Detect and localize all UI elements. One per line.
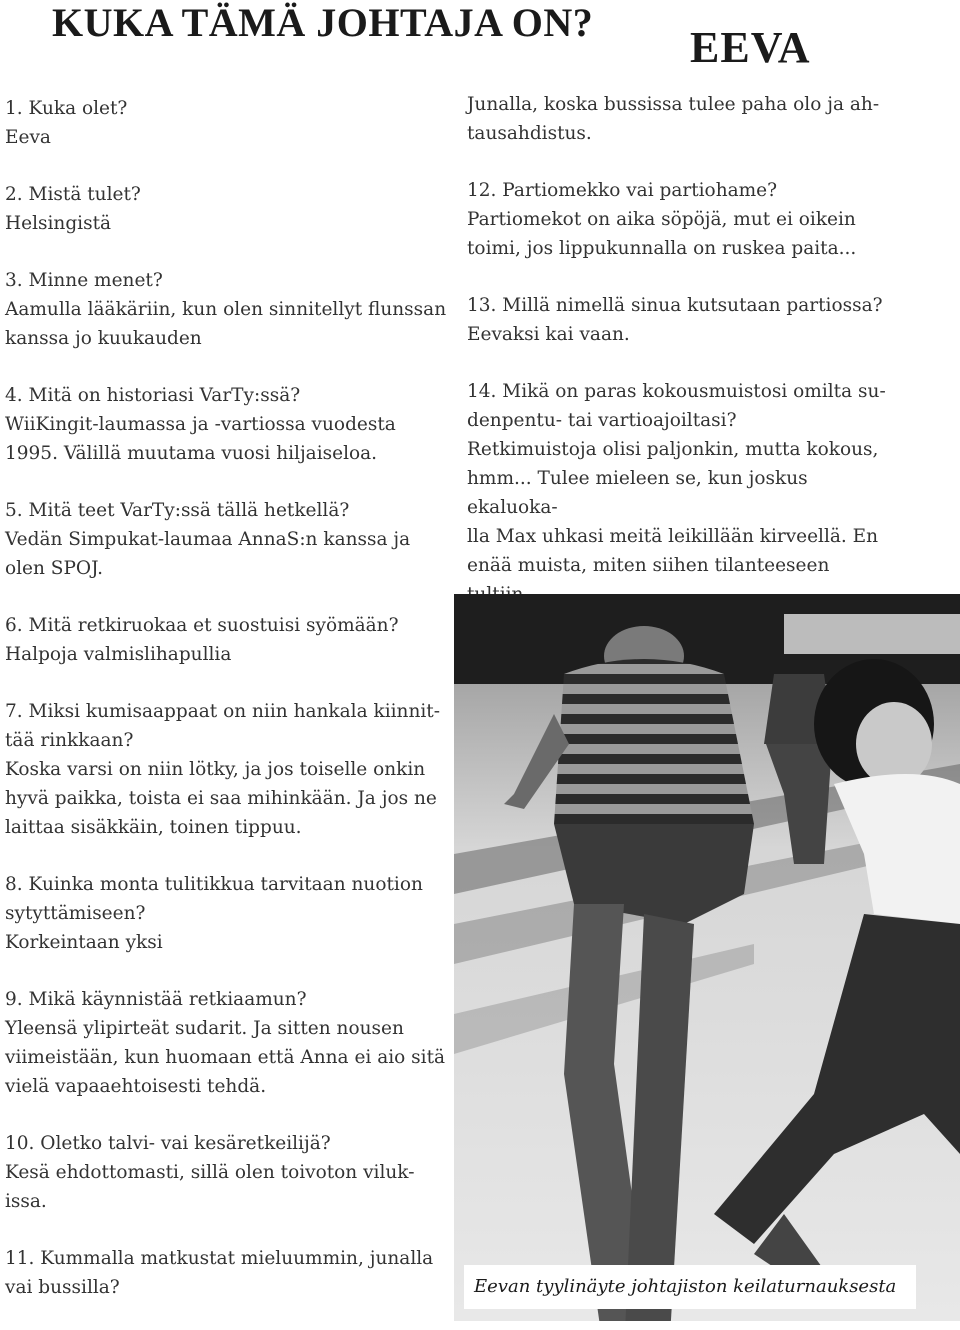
answer-line: tausahdistus. — [467, 123, 592, 144]
bowling-photo — [454, 594, 960, 1321]
photo-caption: Eevan tyylinäyte johtajiston keilaturnauksesta — [464, 1265, 916, 1309]
question: 2. Mistä tulet? — [5, 184, 141, 205]
qa-13 — [467, 291, 897, 349]
answer-line: Yleensä ylipirteät sudarit. Ja sitten nousen — [5, 1018, 404, 1039]
question: 13. Millä nimellä sinua kutsutaan partiossa? — [467, 295, 883, 316]
question: 9. Mikä käynnistää retkiaamun? — [5, 989, 307, 1010]
answer-line: Aamulla lääkäriin, kun olen sinnitellyt flunssan — [5, 299, 447, 320]
answer-line: Helsingistä — [5, 213, 112, 234]
question: 12. Partiomekko vai partiohame? — [467, 180, 778, 201]
qa-4 — [5, 381, 450, 468]
question: 5. Mitä teet VarTy:ssä tällä hetkellä? — [5, 500, 350, 521]
person-name-heading: EEVA — [690, 23, 811, 72]
answer-line: laittaa sisäkkäin, toinen tippuu. — [5, 817, 302, 838]
question: 14. Mikä on paras kokousmuistosi omilta su- — [467, 381, 886, 402]
answer-line: hmm... Tulee mieleen se, kun joskus ekaluoka- — [467, 468, 808, 518]
qa-2 — [5, 180, 450, 238]
question: 8. Kuinka monta tulitikkua tarvitaan nuotion — [5, 874, 423, 895]
question: 11. Kummalla matkustat mieluummin, junalla — [5, 1248, 434, 1269]
answer-line: toimi, jos lippukunnalla on ruskea paita... — [467, 238, 857, 259]
answer-line: lla Max uhkasi meitä leikillään kirveellä. En — [467, 526, 879, 547]
question: 3. Minne menet? — [5, 270, 163, 291]
question: 7. Miksi kumisaappaat on niin hankala kiinnit- — [5, 701, 440, 722]
bowling-photo-illustration — [454, 594, 960, 1321]
answer-line: Halpoja valmislihapullia — [5, 644, 232, 665]
answer-line: Korkeintaan yksi — [5, 932, 163, 953]
question: 10. Oletko talvi- vai kesäretkeilijä? — [5, 1133, 331, 1154]
answer-line: hyvä paikka, toista ei saa mihinkään. Ja jos ne — [5, 788, 437, 809]
qa-7 — [5, 697, 450, 842]
qa-9 — [5, 985, 450, 1101]
answer-line: WiiKingit-laumassa ja -vartiossa vuodesta — [5, 414, 396, 435]
answer-line: Koska varsi on niin lötky, ja jos toiselle onkin — [5, 759, 426, 780]
question: sytyttämiseen? — [5, 903, 146, 924]
answer-line: vielä vapaaehtoisesti tehdä. — [5, 1076, 267, 1097]
answer-line: vai bussilla? — [5, 1277, 120, 1298]
qa-14 — [467, 377, 897, 609]
answer-line: Eevaksi kai vaan. — [467, 324, 630, 345]
answer-line: Eeva — [5, 127, 51, 148]
qa-3 — [5, 266, 450, 353]
answer-line: Partiomekot on aika söpöjä, mut ei oikein — [467, 209, 856, 230]
qa-5 — [5, 496, 450, 583]
answer-line: Junalla, koska bussissa tulee paha olo ja ah- — [467, 94, 880, 115]
qa-8 — [5, 870, 450, 957]
answer-line: olen SPOJ. — [5, 558, 103, 579]
question: 4. Mitä on historiasi VarTy:ssä? — [5, 385, 301, 406]
question: denpentu- tai vartioajoiltasi? — [467, 410, 737, 431]
qa-12 — [467, 176, 897, 263]
answer-line: viimeistään, kun huomaan että Anna ei aio sitä — [5, 1047, 446, 1068]
answer-line: Retkimuistoja olisi paljonkin, mutta kokous, — [467, 439, 879, 460]
qa-1 — [5, 94, 450, 152]
answer-line: 1995. Välillä muutama vuosi hiljaiseloa. — [5, 443, 378, 464]
qa-11-answer — [467, 90, 897, 148]
question: tää rinkkaan? — [5, 730, 134, 751]
answer-line: kanssa jo kuukauden — [5, 328, 202, 349]
question: 6. Mitä retkiruokaa et suostuisi syömään? — [5, 615, 399, 636]
qa-11 — [5, 1244, 450, 1302]
answer-line: Vedän Simpukat-laumaa AnnaS:n kanssa ja — [5, 529, 411, 550]
left-column — [5, 94, 450, 1330]
answer-line: Kesä ehdottomasti, sillä olen toivoton viluk- — [5, 1162, 415, 1183]
answer-line: issa. — [5, 1191, 47, 1212]
qa-6 — [5, 611, 450, 669]
answer-line: enää muista, miten siihen tilanteeseen — [467, 555, 830, 576]
qa-10 — [5, 1129, 450, 1216]
question: 1. Kuka olet? — [5, 98, 128, 119]
page-title: KUKA TÄMÄ JOHTAJA ON? — [52, 0, 594, 45]
right-column — [467, 90, 897, 637]
